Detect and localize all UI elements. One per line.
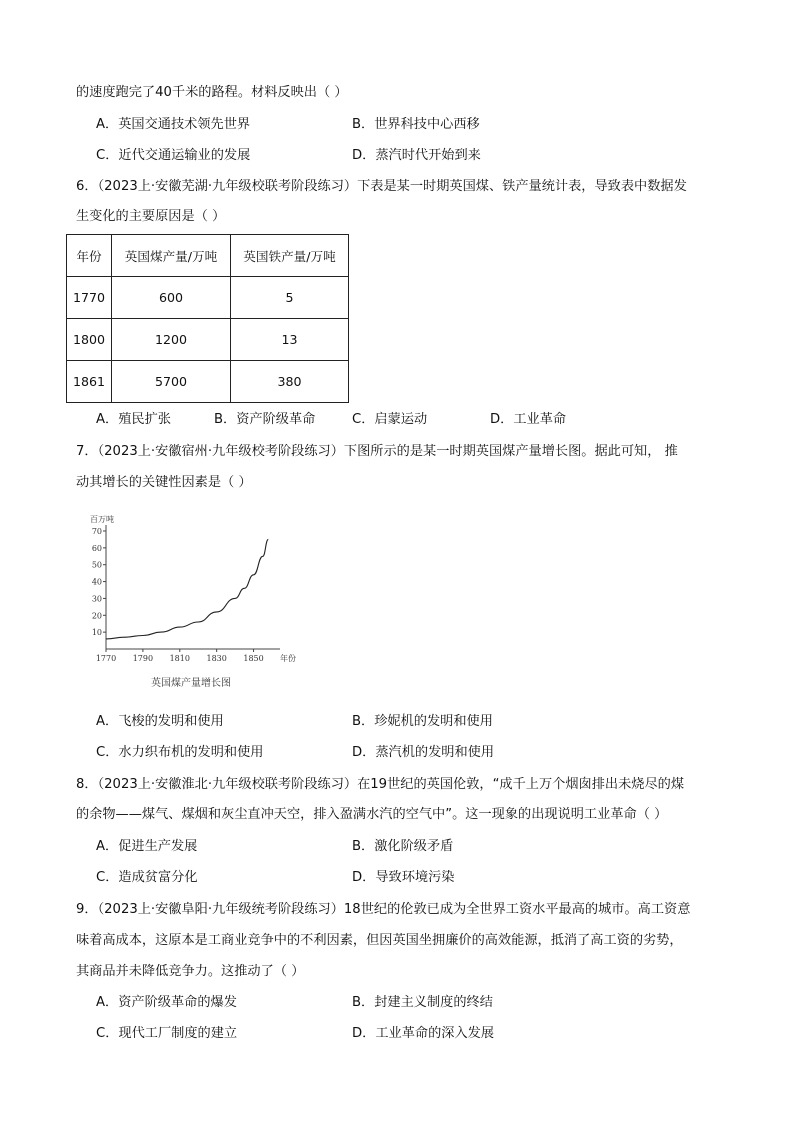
table-cell: 600 <box>112 277 231 319</box>
x-tick-label: 1810 <box>169 654 190 663</box>
y-tick-label: 70 <box>91 527 102 536</box>
x-tick-label: 1770 <box>95 654 117 663</box>
y-axis-label: 百万吨 <box>90 515 114 524</box>
q9-question-line1: 9．（2023上·安徽阜阳·九年级统考阶段练习）18世纪的伦敦已成为全世界工资水平最高的城市。高工资意 <box>76 902 691 917</box>
y-tick-label: 10 <box>91 628 102 638</box>
q5-option-a[interactable]: A．英国交通技术领先世界 <box>96 117 251 132</box>
q7-question-line1: 7．（2023上·安徽宿州·九年级校考阶段练习）下图所示的是某一时期英国煤产量增长图。据此可知， 推 <box>76 444 678 459</box>
series-line-coal-output <box>106 539 268 639</box>
q6-option-d[interactable]: D．工业革命 <box>490 412 567 427</box>
q5-option-c[interactable]: C．近代交通运输业的发展 <box>96 148 251 163</box>
table-cell: 1861 <box>67 361 112 403</box>
coal-iron-table <box>66 234 349 403</box>
q8-question-line1: 8．（2023上·安徽淮北·九年级校联考阶段练习）在19世纪的英国伦敦，“成千上万个烟囱排出未烧尽的煤 <box>76 777 685 792</box>
q7-question-line2: 动其增长的关键性因素是（ ） <box>76 475 252 490</box>
y-tick-label: 50 <box>91 560 102 570</box>
x-tick-label: 1850 <box>243 654 264 663</box>
y-tick-label: 30 <box>91 594 102 604</box>
y-tick-label: 40 <box>91 577 102 587</box>
q6-question-line2: 生变化的主要原因是（ ） <box>76 209 226 224</box>
q6-question-line1: 6．（2023上·安徽芜湖·九年级校联考阶段练习）下表是某一时期英国煤、铁产量统计表，导致表中数据发 <box>76 179 687 194</box>
q5-continuation: 的速度跑完了40千米的路程。材料反映出（ ） <box>76 85 348 100</box>
q9-option-a[interactable]: A．资产阶级革命的爆发 <box>96 995 237 1010</box>
table-cell: 5 <box>231 277 349 319</box>
table-cell: 1800 <box>67 319 112 361</box>
y-tick-label: 20 <box>91 611 102 621</box>
table-header-cell: 英国铁产量/万吨 <box>231 235 349 277</box>
q8-question-line2: 的余物——煤气、煤烟和灰尘直冲天空，排入盈满水汽的空气中”。这一现象的出现说明工业革命（ ） <box>76 807 668 822</box>
q7-option-b[interactable]: B．珍妮机的发明和使用 <box>352 714 493 729</box>
table-header-cell: 年份 <box>67 235 112 277</box>
q9-option-b[interactable]: B．封建主义制度的终结 <box>352 995 493 1010</box>
q6-option-b[interactable]: B．资产阶级革命 <box>214 412 316 427</box>
q6-option-a[interactable]: A．殖民扩张 <box>96 412 171 427</box>
x-tick-label: 1830 <box>206 654 227 663</box>
table-row <box>67 319 349 361</box>
q9-question-line2: 味着高成本，这原本是工商业竞争中的不利因素，但因英国坐拥廉价的高效能源，抵消了高工资的劣势， <box>76 933 683 948</box>
x-tick-label: 1790 <box>132 654 154 663</box>
table-cell: 5700 <box>112 361 231 403</box>
q9-option-c[interactable]: C．现代工厂制度的建立 <box>96 1026 238 1041</box>
table-cell: 1770 <box>67 277 112 319</box>
table-header-cell: 英国煤产量/万吨 <box>112 235 231 277</box>
q7-option-a[interactable]: A．飞梭的发明和使用 <box>96 714 224 729</box>
q8-option-b[interactable]: B．激化阶级矛盾 <box>352 839 454 854</box>
table-cell: 1200 <box>112 319 231 361</box>
q5-option-d[interactable]: D．蒸汽时代开始到来 <box>352 148 481 163</box>
q8-option-a[interactable]: A．促进生产发展 <box>96 839 198 854</box>
table-cell: 13 <box>231 319 349 361</box>
chart-title: 英国煤产量增长图 <box>151 678 231 689</box>
coal-output-chart <box>84 508 294 693</box>
q7-option-d[interactable]: D．蒸汽机的发明和使用 <box>352 745 495 760</box>
x-axis-label: 年份 <box>280 654 296 663</box>
q5-option-b[interactable]: B．世界科技中心西移 <box>352 117 480 132</box>
q6-option-c[interactable]: C．启蒙运动 <box>352 412 428 427</box>
table-row <box>67 277 349 319</box>
q9-question-line3: 其商品并未降低竞争力。这推动了（ ） <box>76 964 305 979</box>
y-tick-label: 60 <box>91 543 102 553</box>
q8-option-d[interactable]: D．导致环境污染 <box>352 870 455 885</box>
q7-option-c[interactable]: C．水力织布机的发明和使用 <box>96 745 264 760</box>
q8-option-c[interactable]: C．造成贫富分化 <box>96 870 198 885</box>
table-cell: 380 <box>231 361 349 403</box>
table-header-row <box>67 235 349 277</box>
table-row <box>67 361 349 403</box>
q9-option-d[interactable]: D．工业革命的深入发展 <box>352 1026 495 1041</box>
